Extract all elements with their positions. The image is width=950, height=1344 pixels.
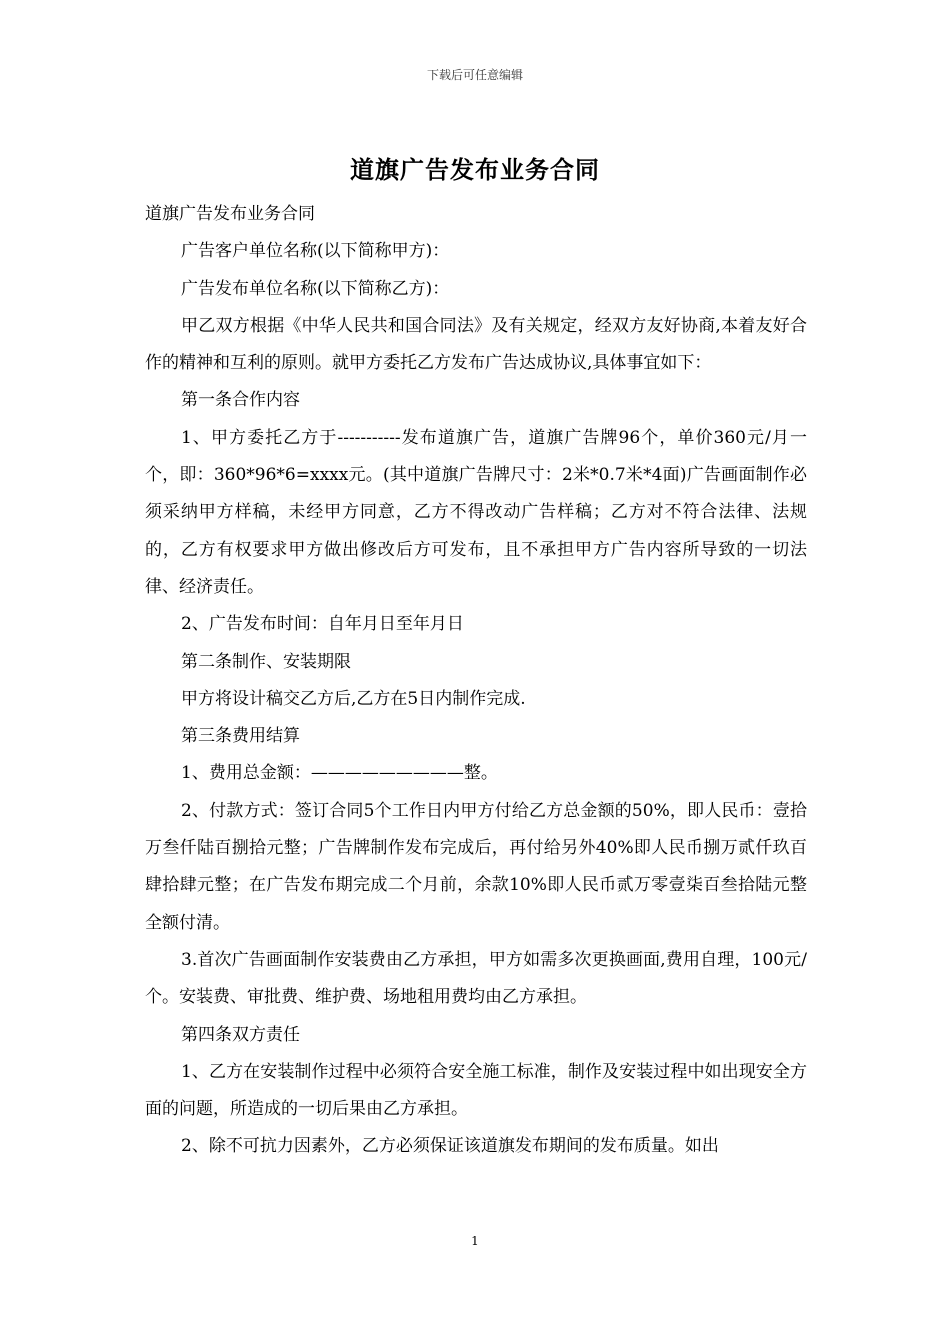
paragraph: 1、甲方委托乙方于-----------发布道旗广告，道旗广告牌96个，单价360元/月一个，即：360*96*6=xxxx元。(其中道旗广告牌尺寸：2米*0.7米*4面)广告画面制作必须采纳甲方样稿，未经甲方同意，乙方不得改动广告样稿；乙方对不符合法律、法规的，乙方有权要求甲方做出修改后方可发布，且不承担甲方广告内容所导致的一切法律、经济责任。 bbox=[145, 427, 807, 597]
paragraph: 2、除不可抗力因素外，乙方必须保证该道旗发布期间的发布质量。如出 bbox=[181, 1136, 719, 1157]
paragraph: 2、广告发布时间：自年月日至年月日 bbox=[181, 614, 464, 635]
section-heading: 第四条双方责任 bbox=[181, 1024, 300, 1045]
paragraph: 广告发布单位名称(以下简称乙方)： bbox=[181, 278, 450, 299]
paragraph: 1、乙方在安装制作过程中必须符合安全施工标准，制作及安装过程中如出现安全方面的问题，所造成的一切后果由乙方承担。 bbox=[145, 1061, 807, 1120]
paragraph: 3.首次广告画面制作安装费由乙方承担，甲方如需多次更换画面,费用自理，100元/个。安装费、审批费、维护费、场地租用费均由乙方承担。 bbox=[145, 949, 807, 1008]
paragraph: 2、付款方式：签订合同5个工作日内甲方付给乙方总金额的50%，即人民币：壹拾万叁仟陆百捌拾元整；广告牌制作发布完成后，再付给另外40%即人民币捌万贰仟玖百肆拾肆元整；在广告发布期完成二个月前，余款10%即人民币贰万零壹柒百叁拾陆元整全额付清。 bbox=[145, 800, 807, 933]
paragraph: 广告客户单位名称(以下简称甲方)： bbox=[181, 241, 450, 262]
section-heading: 第三条费用结算 bbox=[181, 726, 300, 747]
section-heading: 第二条制作、安装期限 bbox=[181, 651, 351, 672]
page-header: 下载后可任意编辑 bbox=[426, 68, 523, 82]
paragraph: 道旗广告发布业务合同 bbox=[145, 204, 315, 224]
document-title: 道旗广告发布业务合同 bbox=[350, 155, 600, 184]
page-number: 1 bbox=[471, 1234, 479, 1248]
document-body bbox=[145, 196, 807, 1166]
paragraph: 1、费用总金额：—————————整。 bbox=[181, 763, 498, 784]
paragraph: 甲乙双方根据《中华人民共和国合同法》及有关规定，经双方友好协商,本着友好合作的精神和互利的原则。就甲方委托乙方发布广告达成协议,具体事宜如下： bbox=[145, 315, 807, 374]
paragraph: 甲方将设计稿交乙方后,乙方在5日内制作完成. bbox=[181, 688, 526, 709]
section-heading: 第一条合作内容 bbox=[181, 390, 300, 411]
